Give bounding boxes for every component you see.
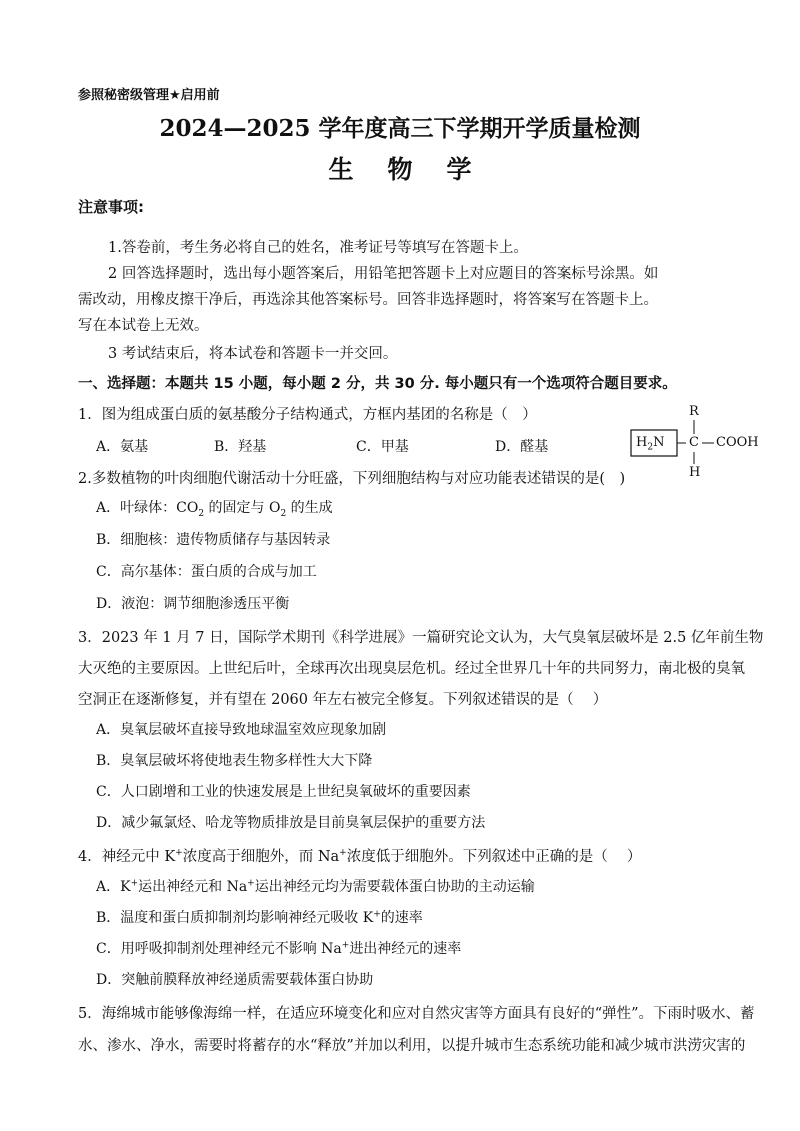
section-1-heading: 一、选择题：本题共 15 小题，每小题 2 分，共 30 分. 每小题只有一个选项符合题目要求。	[78, 376, 677, 392]
subject-title: 生物学	[328, 155, 506, 184]
q3-stem-line-2: 大灭绝的主要原因。上世纪后叶，全球再次出现臭层危机。经过全世界几十年的共同努力，南北极的臭氧	[78, 661, 745, 677]
hydrogen-label: H	[689, 465, 701, 480]
q1-option-b: B．羟基	[214, 439, 267, 455]
q3-option-d: D．减少氟氯烃、哈龙等物质排放是目前臭氧层保护的重要方法	[96, 815, 486, 831]
q1-option-d: D．醛基	[495, 439, 549, 455]
notice-heading: 注意事项:	[78, 198, 144, 216]
q4-option-c: C．用呼吸抑制剂处理神经元不影响 Na+进出神经元的速率	[96, 940, 462, 957]
q1-stem: 1．图为组成蛋白质的氨基酸分子结构通式，方框内基团的名称是（ ）	[78, 407, 537, 423]
confidential-note: 参照秘密级管理★启用前	[78, 88, 220, 103]
q2-option-b: B．细胞核：遗传物质储存与基因转录	[96, 532, 331, 548]
q5-stem-line-1: 5．海绵城市能够像海绵一样，在适应环境变化和应对自然灾害等方面具有良好的“弹性”。下雨时吸水、蓄	[78, 1006, 755, 1022]
q2-option-a: A．叶绿体：$CO_2$ 的固定与 $O_2$ 的生成	[96, 500, 333, 519]
q5-stem-line-2: 水、渗水、净水，需要时将蓄存的水“释放”并加以利用，以提升城市生态系统功能和减少城市洪涝灾害的	[78, 1038, 746, 1054]
amino-group-label: $H_2N$	[636, 435, 665, 453]
amino-acid-structure	[628, 402, 778, 492]
notice-item-2-line-2: 需改动，用橡皮擦干净后，再选涂其他答案标号。回答非选择题时，将答案写在答题卡上。	[78, 292, 658, 308]
q3-option-a: A．臭氧层破坏直接导致地球温室效应现象加剧	[96, 722, 387, 738]
q4-option-a: A．K+运出神经元和 Na+运出神经元均为需要载体蛋白协助的主动运输	[96, 878, 535, 895]
q4-option-d: D．突触前膜释放神经递质需要载体蛋白协助	[96, 972, 374, 988]
q4-option-b: B．温度和蛋白质抑制剂均影响神经元吸收 K+的速率	[96, 909, 423, 926]
q2-option-d: D．液泡：调节细胞渗透压平衡	[96, 596, 290, 612]
q1-option-a: A．氨基	[96, 439, 149, 455]
exam-title: 2024—2025 学年度高三下学期开学质量检测	[159, 115, 641, 142]
carboxyl-group-label: COOH	[716, 435, 759, 450]
q3-option-c: C．人口剧增和工业的快速发展是上世纪臭氧破坏的重要因素	[96, 784, 471, 800]
notice-item-2-line-1: 2 回答选择题时，选出每小题答案后，用铅笔把答题卡上对应题目的答案标号涂黑。如	[108, 266, 659, 282]
notice-item-2-line-3: 写在本试卷上无效。	[78, 318, 209, 334]
alpha-carbon-label: C	[689, 435, 699, 450]
q3-option-b: B．臭氧层破坏将使地表生物多样性大大下降	[96, 753, 373, 769]
q3-stem-line-1: 3．2023 年 1 月 7 日，国际学术期刊《科学进展》一篇研究论文认为，大气臭氧层破坏是 2.5 亿年前生物	[78, 630, 764, 646]
r-group-label: R	[689, 404, 699, 419]
q3-stem-line-3: 空洞正在逐渐修复，并有望在 2060 年左右被完全修复。下列叙述错误的是（ ）	[78, 692, 608, 708]
q4-stem: 4．神经元中 K+浓度高于细胞外，而 Na+浓度低于细胞外。下列叙述中正确的是（ ）	[78, 848, 642, 865]
notice-item-3: 3 考试结束后，将本试卷和答题卡一并交回。	[108, 346, 398, 362]
notice-item-1: 1.答卷前，考生务必将自己的姓名，准考证号等填写在答题卡上。	[108, 240, 528, 256]
q1-option-c: C．甲基	[356, 439, 409, 455]
q2-stem: 2.多数植物的叶肉细胞代谢活动十分旺盛，下列细胞结构与对应功能表述错误的是( )	[78, 471, 626, 487]
q2-option-c: C．高尔基体：蛋白质的合成与加工	[96, 564, 317, 580]
